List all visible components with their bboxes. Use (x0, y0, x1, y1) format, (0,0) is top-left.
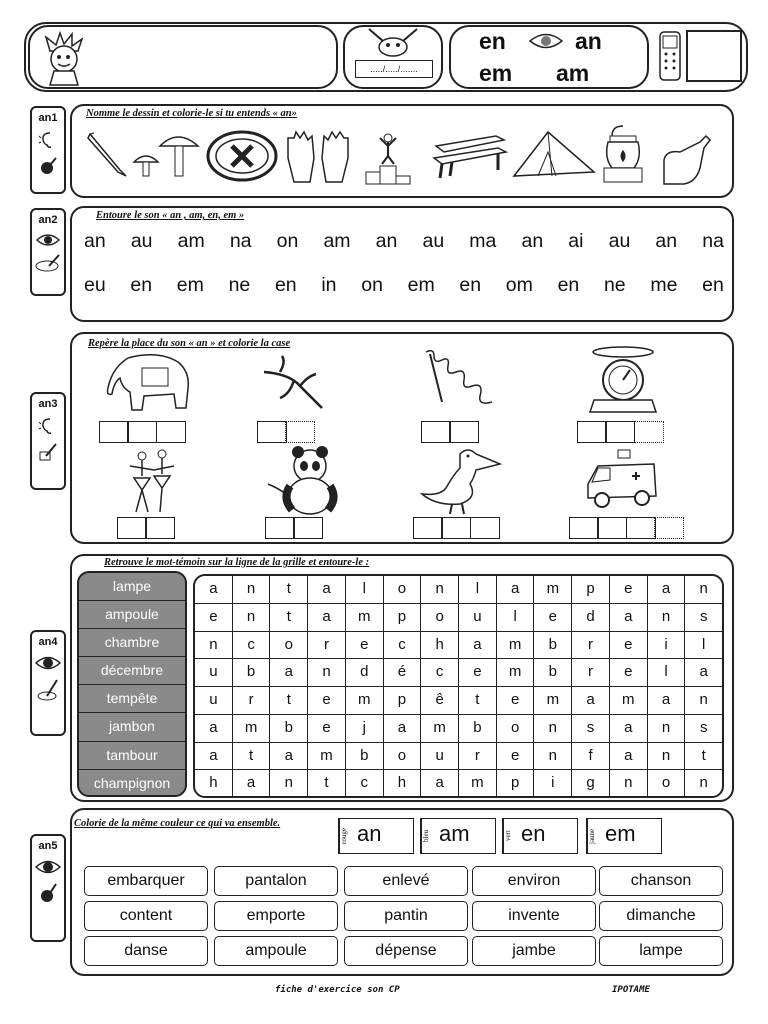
grid-cell[interactable]: e (308, 715, 346, 742)
grid-cell[interactable]: o (421, 604, 459, 631)
word-button[interactable]: pantin (344, 901, 468, 931)
witness-word: ampoule (79, 601, 185, 629)
ear-icon (38, 130, 58, 150)
grid-cell[interactable]: a (699, 663, 708, 681)
grid-cell[interactable]: p (384, 687, 422, 714)
witness-word: lampe (79, 573, 185, 601)
grid-cell[interactable]: r (308, 632, 346, 659)
syllable[interactable]: en (459, 274, 482, 296)
grid-row (195, 770, 722, 798)
witness-word: décembre (79, 657, 185, 685)
witness-word: jambon (79, 713, 185, 741)
syllable-row-2 (84, 274, 724, 297)
grid-cell[interactable]: e (610, 576, 648, 603)
grid-cell[interactable]: b (233, 659, 271, 686)
syllable[interactable]: en (702, 274, 724, 296)
grid-cell[interactable]: l (648, 659, 686, 686)
grid-cell[interactable]: n (648, 715, 686, 742)
grid-cell[interactable]: p (572, 576, 610, 603)
grid-cell[interactable]: c (346, 770, 384, 798)
syllable-boxes-panda[interactable] (266, 517, 323, 539)
grid-cell[interactable]: m (459, 770, 497, 798)
grid-cell[interactable]: l (497, 604, 535, 631)
bench-icon[interactable] (430, 132, 510, 182)
witness-word: tambour (79, 742, 185, 770)
button-icon[interactable] (206, 128, 278, 184)
word-button[interactable]: environ (472, 866, 596, 896)
scroll-sound: am (439, 821, 470, 846)
syllable[interactable]: am (323, 230, 351, 252)
pencil-box-icon (38, 442, 58, 462)
grid-cell[interactable]: e (497, 743, 535, 770)
grid-cell[interactable]: t (233, 743, 271, 770)
tab-an5 (30, 834, 66, 942)
grid-cell[interactable]: t (459, 687, 497, 714)
scroll-sound: en (521, 821, 546, 846)
grid-cell[interactable]: n (699, 691, 708, 708)
grid-cell[interactable]: s (699, 607, 708, 625)
grid-cell[interactable]: p (497, 770, 535, 798)
pencil-write-icon (37, 678, 59, 702)
grid-cell[interactable]: b (534, 632, 572, 659)
instruction-an5: Colorie de la même couleur ce qui va ensemble. (74, 818, 281, 829)
grid-cell[interactable]: n (233, 604, 271, 631)
syllable[interactable]: ai (568, 230, 584, 252)
scroll-color-label: jaune (587, 819, 600, 853)
grid-cell[interactable]: n (421, 576, 459, 603)
scroll-color-label: rouge (339, 819, 352, 853)
ear-icon (38, 416, 58, 436)
tab-an4 (30, 630, 66, 736)
syllable-row-1 (84, 230, 724, 253)
tab-code: an2 (38, 214, 58, 226)
word-button[interactable]: embarquer (84, 866, 208, 896)
syllable[interactable]: em (407, 274, 435, 296)
section-an2 (70, 206, 734, 322)
syllable[interactable]: au (130, 230, 153, 252)
word-button[interactable]: enlevé (344, 866, 468, 896)
eye-icon (35, 858, 61, 876)
grid-cell[interactable]: h (195, 770, 233, 798)
grid-cell[interactable]: l (459, 576, 497, 603)
syllable[interactable]: au (422, 230, 445, 252)
grid-cell[interactable]: b (346, 743, 384, 770)
grid-cell[interactable]: b (270, 715, 308, 742)
syllable[interactable]: en (557, 274, 580, 296)
grid-cell[interactable]: n (648, 743, 686, 770)
grid-cell[interactable]: n (308, 659, 346, 686)
grid-cell[interactable]: m (421, 715, 459, 742)
syllable[interactable]: an (375, 230, 398, 252)
scroll-vert-en[interactable] (502, 818, 578, 854)
grid-row (195, 715, 722, 743)
grid-cell[interactable]: o (648, 770, 686, 798)
grid-cell[interactable]: t (701, 746, 706, 764)
grid-cell[interactable]: e (610, 659, 648, 686)
tab-code: an5 (38, 840, 58, 852)
word-button[interactable]: dépense (344, 936, 468, 966)
syllable-boxes-pelican[interactable] (414, 517, 500, 539)
grid-cell[interactable]: h (384, 770, 422, 798)
grid-cell[interactable]: u (459, 604, 497, 631)
syllable[interactable]: en (274, 274, 297, 296)
sound-am: am (556, 60, 590, 86)
syllable-boxes-ambulance[interactable] (570, 517, 684, 539)
grid-cell[interactable]: p (384, 604, 422, 631)
word-button[interactable]: lampe (599, 936, 723, 966)
syllable[interactable]: on (361, 274, 383, 296)
syllable-boxes-dancers[interactable] (118, 517, 175, 539)
grid-cell[interactable]: m (610, 687, 648, 714)
grid-cell[interactable]: o (384, 576, 422, 603)
grid-cell[interactable]: o (497, 715, 535, 742)
grid-cell[interactable]: c (421, 659, 459, 686)
grid-cell[interactable]: e (459, 659, 497, 686)
name-box[interactable] (28, 25, 338, 89)
grid-cell[interactable]: r (459, 743, 497, 770)
podium-icon[interactable] (362, 132, 414, 186)
grid-cell[interactable]: a (497, 576, 535, 603)
grid-cell[interactable]: i (648, 632, 686, 659)
grid-cell[interactable]: n (534, 743, 572, 770)
grid-cell[interactable]: n (610, 770, 648, 798)
elephant-icon[interactable] (98, 348, 198, 414)
finger-icon[interactable] (660, 126, 720, 186)
grid-cell[interactable]: u (421, 743, 459, 770)
grid-row (195, 743, 722, 771)
eye-icon (36, 232, 60, 248)
grid-cell[interactable]: ê (421, 687, 459, 714)
word-button[interactable]: invente (472, 901, 596, 931)
grid-cell[interactable]: c (233, 632, 271, 659)
grid-cell[interactable]: a (421, 770, 459, 798)
scroll-sound: an (357, 821, 382, 846)
scale-icon[interactable] (586, 344, 660, 416)
witness-word: champignon (93, 774, 171, 791)
grid-cell[interactable]: b (459, 715, 497, 742)
witness-word: tempête (79, 685, 185, 713)
syllable-boxes-branch[interactable] (258, 421, 315, 443)
sound-an: an (575, 28, 602, 54)
gloves-icon[interactable] (282, 128, 354, 186)
grid-cell[interactable]: a (308, 604, 346, 631)
eye-icon (528, 30, 564, 52)
grid-cell[interactable]: e (497, 687, 535, 714)
tab-code: an4 (38, 636, 58, 648)
tab-code: an1 (38, 112, 58, 124)
scroll-bleu-am[interactable] (420, 818, 496, 854)
grid-cell[interactable]: a (459, 632, 497, 659)
grid-cell[interactable]: e (534, 604, 572, 631)
grid-cell[interactable]: m (534, 576, 572, 603)
grid-cell[interactable]: u (195, 687, 233, 714)
grid-cell[interactable]: a (572, 687, 610, 714)
pencil-write-icon (35, 254, 61, 272)
panda-icon[interactable] (264, 444, 340, 516)
grid-cell[interactable]: t (308, 770, 346, 798)
grid-cell[interactable]: b (534, 659, 572, 686)
letter-grid[interactable] (193, 574, 724, 798)
word-button[interactable]: jambe (472, 936, 596, 966)
grid-cell[interactable]: i (534, 770, 572, 798)
date-field[interactable]: ...../...../....... (355, 60, 433, 78)
grid-cell[interactable]: r (233, 687, 271, 714)
tab-code: an3 (38, 398, 58, 410)
grid-cell[interactable]: a (648, 687, 686, 714)
grid-cell[interactable]: e (195, 604, 233, 631)
instruction-an3: Repère la place du son « an » et colorie la case (88, 338, 291, 349)
grid-cell[interactable]: r (572, 659, 610, 686)
grid-cell[interactable]: a (195, 715, 233, 742)
boy-mascot-icon (36, 29, 94, 87)
grid-cell[interactable]: e (610, 632, 648, 659)
syllable[interactable]: na (229, 230, 252, 252)
word-button[interactable]: dimanche (599, 901, 723, 931)
paint-brush-icon (38, 882, 58, 904)
date-box (343, 25, 443, 89)
scroll-jaune-em[interactable] (586, 818, 662, 854)
mushrooms-icon[interactable] (130, 126, 200, 180)
ambulance-icon[interactable] (584, 446, 660, 512)
scroll-color-label: bleu (421, 819, 434, 853)
grid-cell[interactable]: a (270, 743, 308, 770)
dancers-icon[interactable] (120, 446, 184, 516)
grid-cell[interactable]: m (497, 659, 535, 686)
grid-cell[interactable]: m (233, 715, 271, 742)
syllable-boxes-spring[interactable] (422, 421, 479, 443)
tab-an1 (30, 106, 66, 194)
syllable[interactable]: on (276, 230, 299, 252)
instruction-an4: Retrouve le mot-témoin sur la ligne de la grille et entoure-le : (104, 557, 370, 568)
footer-author: IPOTAME (612, 985, 650, 995)
grid-cell[interactable]: c (384, 632, 422, 659)
grid-cell[interactable]: a (610, 604, 648, 631)
pencil-icon[interactable] (84, 128, 130, 180)
grid-cell[interactable]: n (648, 604, 686, 631)
grid-row (195, 632, 722, 660)
grid-cell[interactable]: a (195, 743, 233, 770)
syllable[interactable]: na (702, 230, 724, 252)
grid-cell[interactable]: d (572, 604, 610, 631)
grid-cell[interactable]: t (270, 687, 308, 714)
branch-icon[interactable] (260, 352, 326, 414)
grid-cell[interactable]: g (572, 770, 610, 798)
sound-en: en (479, 28, 506, 54)
syllable[interactable]: an (84, 230, 106, 252)
syllable[interactable]: me (650, 274, 678, 296)
paint-brush-icon (38, 156, 58, 176)
syllable[interactable]: om (505, 274, 533, 296)
sound-em: em (479, 60, 513, 86)
grid-cell[interactable]: s (699, 718, 708, 736)
tab-an2 (30, 208, 66, 296)
grid-cell[interactable]: m (308, 743, 346, 770)
grid-cell[interactable]: o (384, 743, 422, 770)
grid-cell[interactable]: n (195, 632, 233, 659)
grid-cell[interactable]: u (195, 659, 233, 686)
grid-cell[interactable]: m (497, 632, 535, 659)
phone-icon (658, 30, 682, 82)
word-button[interactable]: danse (84, 936, 208, 966)
grid-cell[interactable]: n (534, 715, 572, 742)
syllable[interactable]: am (177, 230, 205, 252)
grid-cell[interactable]: n (270, 770, 308, 798)
grid-cell[interactable]: t (270, 576, 308, 603)
grid-cell[interactable]: f (572, 743, 610, 770)
grid-cell[interactable]: n (699, 580, 708, 597)
rabbit-mascot-icon (363, 27, 423, 59)
syllable[interactable]: ne (228, 274, 251, 296)
grid-cell[interactable]: a (195, 576, 233, 603)
grid-row (195, 687, 722, 715)
grid-row (195, 659, 722, 687)
word-button[interactable]: emporte (214, 901, 338, 931)
grid-row (195, 604, 722, 632)
grid-row (195, 576, 722, 604)
grid-cell[interactable]: e (308, 687, 346, 714)
grid-cell[interactable]: a (233, 770, 271, 798)
spring-icon[interactable] (420, 346, 500, 410)
grid-cell[interactable]: a (384, 715, 422, 742)
syllable-boxes-scale[interactable] (578, 421, 664, 443)
word-list (77, 571, 187, 797)
grid-cell[interactable]: o (270, 632, 308, 659)
syllable[interactable]: eu (84, 274, 106, 296)
grid-cell[interactable]: a (270, 659, 308, 686)
tab-an3 (30, 392, 66, 490)
instruction-an2: Entoure le son « an , am, en, em » (96, 210, 245, 221)
syllable[interactable]: ma (469, 230, 497, 252)
word-button[interactable]: pantalon (214, 866, 338, 896)
scroll-sound: em (605, 821, 636, 846)
grid-cell[interactable]: l (346, 576, 384, 603)
grid-cell[interactable]: n (699, 774, 708, 792)
pelican-icon[interactable] (416, 444, 502, 516)
grid-cell[interactable]: j (346, 715, 384, 742)
syllable[interactable]: ne (603, 274, 626, 296)
word-button[interactable]: ampoule (214, 936, 338, 966)
grid-cell[interactable]: a (648, 576, 686, 603)
grid-cell[interactable]: é (384, 659, 422, 686)
syllable-boxes-elephant[interactable] (100, 421, 186, 443)
grid-cell[interactable]: m (346, 687, 384, 714)
grid-cell[interactable]: d (346, 659, 384, 686)
grid-cell[interactable]: a (610, 743, 648, 770)
scroll-color-label: vert (503, 819, 516, 853)
tent-icon[interactable] (512, 128, 596, 180)
scroll-rouge-an[interactable] (338, 818, 414, 854)
word-button[interactable]: chanson (599, 866, 723, 896)
syllable[interactable]: in (321, 274, 337, 296)
grid-cell[interactable]: e (346, 632, 384, 659)
lantern-icon[interactable] (598, 124, 648, 186)
grid-cell[interactable]: m (346, 604, 384, 631)
grid-cell[interactable]: n (233, 576, 271, 603)
syllable[interactable]: an (521, 230, 544, 252)
syllable[interactable]: em (176, 274, 204, 296)
witness-word: chambre (79, 629, 185, 657)
grid-cell[interactable]: s (572, 715, 610, 742)
grid-cell[interactable]: a (308, 576, 346, 603)
instruction-an1: Nomme le dessin et colorie-le si tu entends « an» (86, 108, 297, 119)
grid-cell[interactable]: h (421, 632, 459, 659)
grid-cell[interactable]: t (270, 604, 308, 631)
grid-cell[interactable]: m (534, 687, 572, 714)
grid-cell[interactable]: r (572, 632, 610, 659)
grid-cell[interactable]: a (610, 715, 648, 742)
syllable[interactable]: an (655, 230, 678, 252)
grade-box[interactable] (686, 30, 742, 82)
footer-title: fiche d'exercice son CP (275, 985, 400, 995)
grid-cell[interactable]: l (702, 635, 706, 653)
word-button[interactable]: content (84, 901, 208, 931)
syllable[interactable]: au (608, 230, 631, 252)
eye-icon (35, 654, 61, 672)
syllable[interactable]: en (130, 274, 153, 296)
